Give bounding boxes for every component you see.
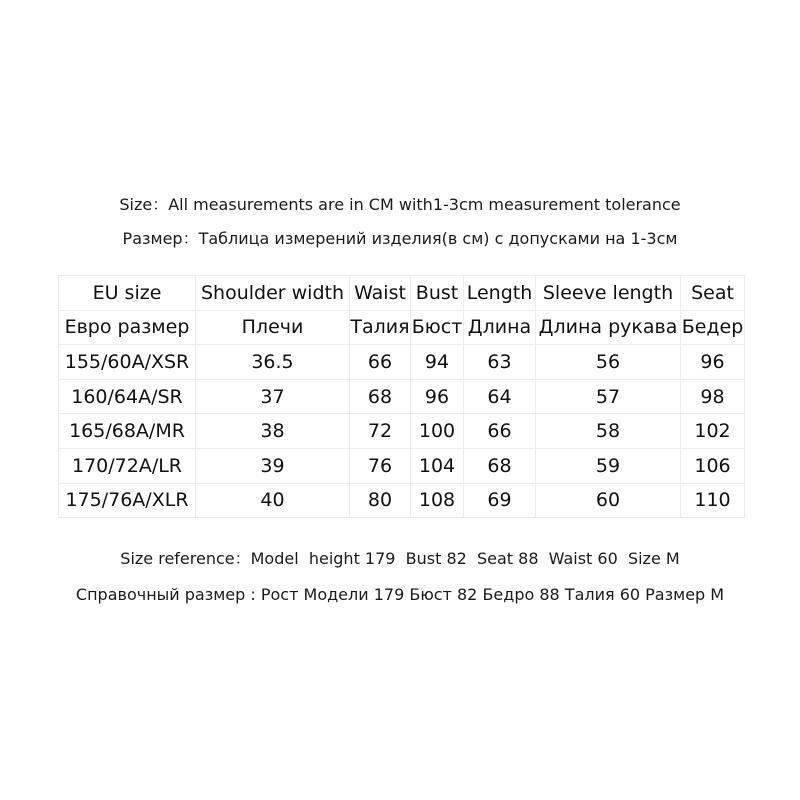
table-cell: 108 [411, 483, 464, 518]
table-cell: 80 [350, 483, 411, 518]
table-cell: 39 [196, 448, 350, 483]
table-cell: 66 [350, 345, 411, 380]
header-row-english [59, 276, 745, 311]
table-cell: 59 [536, 448, 681, 483]
header-cell: Waist [350, 276, 411, 311]
table-cell: 170/72A/LR [59, 448, 196, 483]
table-cell: 94 [411, 345, 464, 380]
header-cell: Плечи [196, 310, 350, 345]
table-row [59, 483, 745, 518]
table-cell: 100 [411, 414, 464, 449]
table-cell: 68 [350, 379, 411, 414]
table-cell: 106 [681, 448, 745, 483]
table-cell: 40 [196, 483, 350, 518]
table-cell: 96 [411, 379, 464, 414]
header-cell: EU size [59, 276, 196, 311]
table-row [59, 379, 745, 414]
header-cell: Бедер [681, 310, 745, 345]
header-cell: Длина рукава [536, 310, 681, 345]
header-cell: Евро размер [59, 310, 196, 345]
table-cell: 69 [464, 483, 536, 518]
table-cell: 60 [536, 483, 681, 518]
table-cell: 64 [464, 379, 536, 414]
table-cell: 104 [411, 448, 464, 483]
table-cell: 160/64A/SR [59, 379, 196, 414]
table-row [59, 414, 745, 449]
size-reference-english: Size reference：Model height 179 Bust 82 Seat 88 Waist 60 Size M [120, 549, 680, 568]
table-cell: 68 [464, 448, 536, 483]
header-cell: Длина [464, 310, 536, 345]
table-cell: 36.5 [196, 345, 350, 380]
table-cell: 56 [536, 345, 681, 380]
table-cell: 155/60A/XSR [59, 345, 196, 380]
table-cell: 110 [681, 483, 745, 518]
table-cell: 63 [464, 345, 536, 380]
table-cell: 58 [536, 414, 681, 449]
table-cell: 102 [681, 414, 745, 449]
header-cell: Талия [350, 310, 411, 345]
table-cell: 66 [464, 414, 536, 449]
size-reference-russian: Справочный размер : Рост Модели 179 Бюст 82 Бедро 88 Талия 60 Размер M [75, 585, 725, 604]
table-cell: 96 [681, 345, 745, 380]
table-cell: 57 [536, 379, 681, 414]
header-cell: Seat [681, 276, 745, 311]
size-note-english: Size：All measurements are in CM with1-3cm measurement tolerance [119, 195, 681, 214]
table-row [59, 345, 745, 380]
header-cell: Length [464, 276, 536, 311]
table-cell: 76 [350, 448, 411, 483]
table-cell: 175/76A/XLR [59, 483, 196, 518]
table-cell: 165/68A/MR [59, 414, 196, 449]
size-chart-table [58, 275, 745, 518]
table-cell: 98 [681, 379, 745, 414]
table-cell: 38 [196, 414, 350, 449]
header-cell: Sleeve length [536, 276, 681, 311]
table-cell: 37 [196, 379, 350, 414]
header-row-russian [59, 310, 745, 345]
header-cell: Бюст [411, 310, 464, 345]
header-cell: Bust [411, 276, 464, 311]
table-row [59, 448, 745, 483]
table-cell: 72 [350, 414, 411, 449]
header-cell: Shoulder width [196, 276, 350, 311]
size-note-russian: Размер：Таблица измерений изделия(в см) с допусками на 1-3см [122, 229, 678, 248]
